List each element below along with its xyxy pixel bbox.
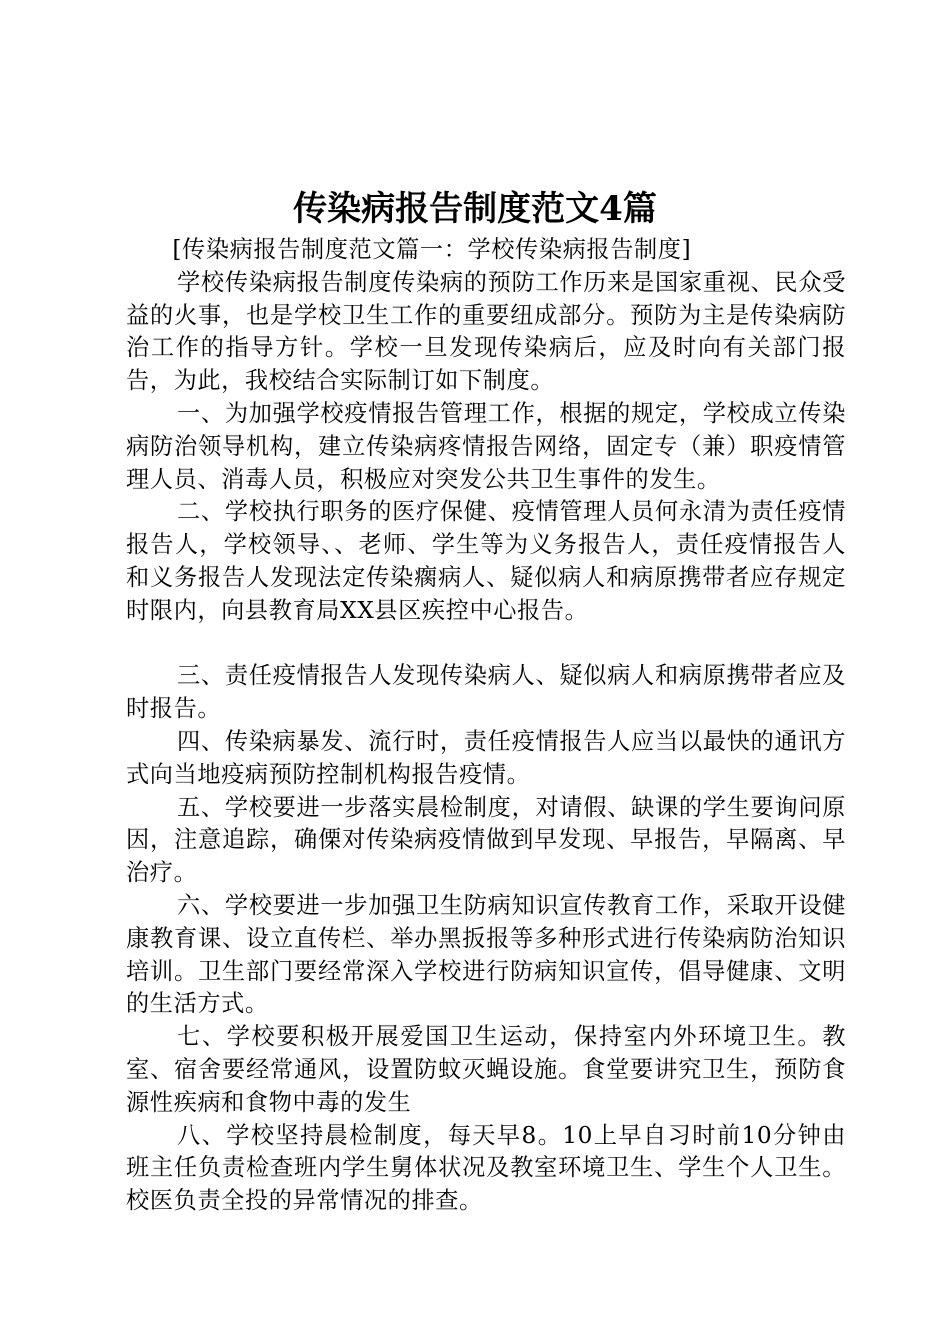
document-body — [126, 234, 846, 1218]
section-heading: [传染病报告制度范文篇一：学校传染病报告制度] — [172, 236, 692, 263]
paragraph-item-8: 八、学校坚持晨检制度，每天早8。10上早自习时前10分钟由班主任负责检查班内学生舅体状况及教室环境卫生、学生个人卫生。校医负责全投的异常情况的排查。 — [126, 1121, 846, 1215]
paragraph-item-4: 四、传染病暴发、流行时，责任疫情报告人应当以最快的通讯方式向当地疫病预防控制机构报告疫情。 — [126, 727, 846, 788]
paragraph-item-6: 六、学校要进一步加强卫生防病知识宣传教育工作，采取开设健康教育课、设立直传栏、举办黑扳报等多种形式进行传染病防治知识培训。卫生部门要经常深入学校进行防病知识宣传，倡导健康、文明的生活方式。 — [126, 891, 846, 1018]
paragraph-item-5: 五、学校要进一步落实晨检制度，对请假、缺课的学生要询问原因，注意追踪，确傈对传染病疫情做到早发现、早报告，早隔离、早治疗。 — [126, 793, 846, 887]
paragraph-item-3: 三、责任疫情报告人发现传染病人、疑似病人和病原携带者应及时报告。 — [126, 662, 846, 723]
document-title: 传染病报告制度范文4篇 — [293, 189, 657, 229]
paragraph-spacer — [126, 628, 846, 661]
paragraph-item-1: 一、为加强学校疫情报告管理工作，根据的规定，学校成立传染病防治领导机构，建立传染病疼情报告网络，固定专（兼）职疫情管理人员、消毒人员，积极应对突发公共卫生事件的发生。 — [126, 399, 846, 493]
paragraph-intro: 学校传染病报告制度传染病的预防工作历来是国家重视、民众受益的火事，也是学校卫生工作的重要纽成部分。预防为主是传染病防治工作的指导方针。学校一旦发现传染病后，应及时向有关部门报告，为此，我校结合实际制订如下制度。 — [126, 268, 846, 395]
paragraph-item-7: 七、学校要积极开展爱国卫生运动，保持室内外环境卫生。教室、宿舍要经常通风，设置防蚊灭蝇设施。食堂要讲究卫生，预防食源性疾病和食物中毒的发生 — [126, 1023, 846, 1116]
paragraph-item-2: 二、学校执行职务的医疗保健、疫情管理人员何永清为责任疫情报告人，学校领导、、老师、学生等为义务报告人，责任疫情报告人和义务报告人发现法定传染瘸病人、疑似病人和病原携带者应存规定时限内，向县教育局XX县区疾控中心报告。 — [126, 498, 846, 624]
